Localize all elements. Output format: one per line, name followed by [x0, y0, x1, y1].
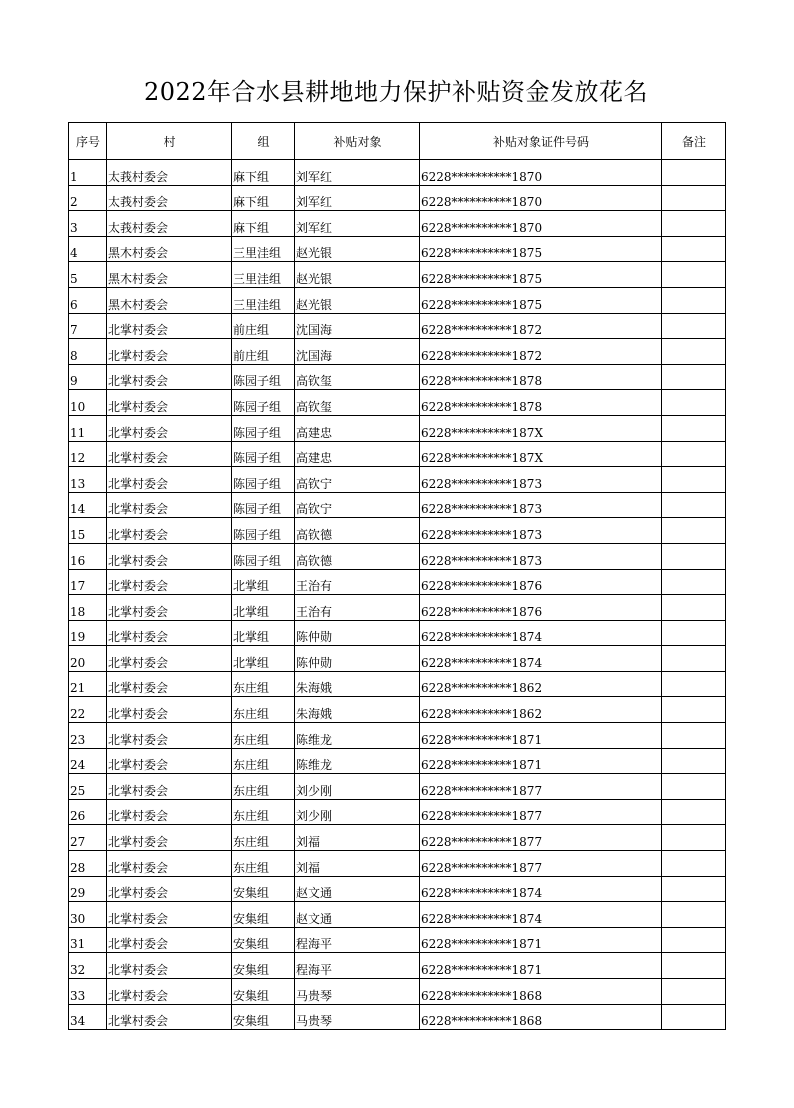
cell-village: 北掌村委会: [107, 774, 232, 800]
cell-note: [662, 441, 726, 467]
cell-village: 北掌村委会: [107, 415, 232, 441]
cell-note: [662, 595, 726, 621]
cell-recipient: 刘少刚: [295, 774, 420, 800]
cell-group: 陈园子组: [232, 492, 295, 518]
table-row: [69, 953, 726, 979]
table-row: [69, 876, 726, 902]
cell-note: [662, 262, 726, 288]
cell-village: 北掌村委会: [107, 646, 232, 672]
cell-village: 黑木村委会: [107, 287, 232, 313]
cell-id-number: 6228**********1875: [420, 262, 662, 288]
cell-group: 安集组: [232, 1004, 295, 1030]
header-id-number: 补贴对象证件号码: [420, 123, 662, 160]
cell-id-number: 6228**********1871: [420, 953, 662, 979]
table-row: [69, 390, 726, 416]
cell-group: 陈园子组: [232, 415, 295, 441]
cell-seq: 28: [69, 851, 107, 877]
cell-id-number: 6228**********1877: [420, 774, 662, 800]
cell-group: 麻下组: [232, 185, 295, 211]
table-row: [69, 492, 726, 518]
cell-village: 北掌村委会: [107, 467, 232, 493]
cell-seq: 16: [69, 543, 107, 569]
header-note: 备注: [662, 123, 726, 160]
cell-note: [662, 876, 726, 902]
cell-village: 太莪村委会: [107, 185, 232, 211]
cell-recipient: 陈仲勋: [295, 646, 420, 672]
cell-seq: 14: [69, 492, 107, 518]
cell-group: 北掌组: [232, 646, 295, 672]
cell-note: [662, 236, 726, 262]
cell-note: [662, 774, 726, 800]
cell-id-number: 6228**********1870: [420, 160, 662, 186]
cell-recipient: 赵光银: [295, 262, 420, 288]
cell-id-number: 6228**********1873: [420, 543, 662, 569]
cell-seq: 27: [69, 825, 107, 851]
cell-note: [662, 569, 726, 595]
cell-id-number: 6228**********1868: [420, 979, 662, 1005]
cell-note: [662, 697, 726, 723]
cell-recipient: 赵文通: [295, 902, 420, 928]
cell-note: [662, 902, 726, 928]
table-row: [69, 646, 726, 672]
page-title: 2022年合水县耕地地力保护补贴资金发放花名: [143, 78, 649, 106]
cell-village: 太莪村委会: [107, 211, 232, 237]
cell-village: 北掌村委会: [107, 748, 232, 774]
cell-recipient: 赵光银: [295, 236, 420, 262]
subsidy-roster-table: [68, 122, 726, 1030]
cell-note: [662, 723, 726, 749]
cell-recipient: 刘军红: [295, 160, 420, 186]
cell-note: [662, 415, 726, 441]
table-row: [69, 313, 726, 339]
cell-village: 北掌村委会: [107, 697, 232, 723]
cell-note: [662, 390, 726, 416]
cell-note: [662, 927, 726, 953]
cell-group: 前庄组: [232, 313, 295, 339]
header-recipient: 补贴对象: [295, 123, 420, 160]
cell-village: 北掌村委会: [107, 799, 232, 825]
cell-note: [662, 313, 726, 339]
cell-village: 北掌村委会: [107, 953, 232, 979]
cell-recipient: 高钦玺: [295, 364, 420, 390]
table-row: [69, 671, 726, 697]
cell-seq: 9: [69, 364, 107, 390]
table-row: [69, 927, 726, 953]
cell-recipient: 高钦宁: [295, 492, 420, 518]
table-row: [69, 595, 726, 621]
cell-group: 东庄组: [232, 723, 295, 749]
cell-seq: 8: [69, 339, 107, 365]
table-row: [69, 620, 726, 646]
table-row: [69, 518, 726, 544]
cell-recipient: 赵光银: [295, 287, 420, 313]
cell-note: [662, 160, 726, 186]
cell-id-number: 6228**********1877: [420, 851, 662, 877]
cell-id-number: 6228**********1873: [420, 492, 662, 518]
cell-village: 北掌村委会: [107, 339, 232, 365]
cell-group: 麻下组: [232, 211, 295, 237]
cell-village: 北掌村委会: [107, 543, 232, 569]
table-row: [69, 467, 726, 493]
table-row: [69, 697, 726, 723]
table-row: [69, 185, 726, 211]
cell-group: 东庄组: [232, 774, 295, 800]
table-row: [69, 902, 726, 928]
cell-village: 北掌村委会: [107, 979, 232, 1005]
cell-note: [662, 748, 726, 774]
cell-group: 前庄组: [232, 339, 295, 365]
table-row: [69, 979, 726, 1005]
cell-group: 北掌组: [232, 595, 295, 621]
cell-village: 北掌村委会: [107, 723, 232, 749]
cell-recipient: 程海平: [295, 927, 420, 953]
cell-seq: 23: [69, 723, 107, 749]
cell-id-number: 6228**********1873: [420, 467, 662, 493]
cell-village: 北掌村委会: [107, 595, 232, 621]
cell-seq: 5: [69, 262, 107, 288]
cell-recipient: 刘军红: [295, 185, 420, 211]
cell-seq: 15: [69, 518, 107, 544]
cell-seq: 1: [69, 160, 107, 186]
cell-seq: 6: [69, 287, 107, 313]
table-row: [69, 287, 726, 313]
cell-village: 北掌村委会: [107, 671, 232, 697]
cell-recipient: 刘福: [295, 851, 420, 877]
cell-village: 北掌村委会: [107, 851, 232, 877]
cell-village: 太莪村委会: [107, 160, 232, 186]
cell-note: [662, 185, 726, 211]
cell-note: [662, 518, 726, 544]
cell-recipient: 沈国海: [295, 313, 420, 339]
table-row: [69, 160, 726, 186]
table-row: [69, 262, 726, 288]
cell-id-number: 6228**********1870: [420, 185, 662, 211]
cell-seq: 21: [69, 671, 107, 697]
cell-id-number: 6228**********1874: [420, 902, 662, 928]
cell-recipient: 沈国海: [295, 339, 420, 365]
cell-seq: 30: [69, 902, 107, 928]
cell-group: 东庄组: [232, 799, 295, 825]
cell-id-number: 6228**********1874: [420, 646, 662, 672]
cell-id-number: 6228**********1877: [420, 825, 662, 851]
cell-id-number: 6228**********1873: [420, 518, 662, 544]
cell-seq: 19: [69, 620, 107, 646]
table-row: [69, 415, 726, 441]
table-row: [69, 748, 726, 774]
cell-group: 陈园子组: [232, 364, 295, 390]
cell-recipient: 刘福: [295, 825, 420, 851]
cell-village: 北掌村委会: [107, 876, 232, 902]
cell-id-number: 6228**********1875: [420, 236, 662, 262]
cell-seq: 33: [69, 979, 107, 1005]
cell-note: [662, 287, 726, 313]
cell-seq: 29: [69, 876, 107, 902]
table-row: [69, 851, 726, 877]
cell-id-number: 6228**********1871: [420, 748, 662, 774]
table-row: [69, 723, 726, 749]
cell-id-number: 6228**********1862: [420, 697, 662, 723]
cell-recipient: 王治有: [295, 595, 420, 621]
cell-id-number: 6228**********1862: [420, 671, 662, 697]
table-row: [69, 799, 726, 825]
cell-village: 北掌村委会: [107, 927, 232, 953]
cell-village: 北掌村委会: [107, 902, 232, 928]
cell-village: 北掌村委会: [107, 620, 232, 646]
cell-note: [662, 364, 726, 390]
cell-group: 安集组: [232, 927, 295, 953]
cell-group: 安集组: [232, 876, 295, 902]
cell-recipient: 高建忠: [295, 441, 420, 467]
table-row: [69, 364, 726, 390]
cell-group: 东庄组: [232, 671, 295, 697]
cell-village: 北掌村委会: [107, 364, 232, 390]
cell-note: [662, 825, 726, 851]
cell-id-number: 6228**********1878: [420, 390, 662, 416]
cell-id-number: 6228**********1870: [420, 211, 662, 237]
cell-recipient: 马贵琴: [295, 1004, 420, 1030]
cell-id-number: 6228**********187X: [420, 415, 662, 441]
cell-seq: 3: [69, 211, 107, 237]
cell-seq: 22: [69, 697, 107, 723]
table-row: [69, 236, 726, 262]
cell-id-number: 6228**********1877: [420, 799, 662, 825]
table-row: [69, 441, 726, 467]
header-row: [69, 123, 726, 160]
cell-recipient: 陈维龙: [295, 723, 420, 749]
cell-id-number: 6228**********1878: [420, 364, 662, 390]
cell-village: 黑木村委会: [107, 262, 232, 288]
cell-group: 东庄组: [232, 851, 295, 877]
cell-village: 北掌村委会: [107, 1004, 232, 1030]
cell-seq: 24: [69, 748, 107, 774]
cell-note: [662, 467, 726, 493]
cell-seq: 26: [69, 799, 107, 825]
table-row: [69, 569, 726, 595]
cell-recipient: 朱海娥: [295, 671, 420, 697]
cell-seq: 31: [69, 927, 107, 953]
cell-seq: 4: [69, 236, 107, 262]
cell-recipient: 陈维龙: [295, 748, 420, 774]
cell-group: 陈园子组: [232, 518, 295, 544]
cell-village: 北掌村委会: [107, 492, 232, 518]
cell-id-number: 6228**********1875: [420, 287, 662, 313]
cell-group: 麻下组: [232, 160, 295, 186]
cell-group: 东庄组: [232, 697, 295, 723]
cell-note: [662, 492, 726, 518]
cell-recipient: 刘少刚: [295, 799, 420, 825]
cell-note: [662, 979, 726, 1005]
table-row: [69, 774, 726, 800]
cell-recipient: 程海平: [295, 953, 420, 979]
cell-note: [662, 543, 726, 569]
cell-group: 三里洼组: [232, 236, 295, 262]
header-group: 组: [232, 123, 295, 160]
cell-group: 三里洼组: [232, 262, 295, 288]
cell-note: [662, 646, 726, 672]
cell-id-number: 6228**********1876: [420, 569, 662, 595]
cell-seq: 34: [69, 1004, 107, 1030]
cell-id-number: 6228**********1874: [420, 620, 662, 646]
cell-recipient: 王治有: [295, 569, 420, 595]
cell-recipient: 刘军红: [295, 211, 420, 237]
cell-note: [662, 339, 726, 365]
cell-seq: 12: [69, 441, 107, 467]
cell-seq: 18: [69, 595, 107, 621]
cell-recipient: 高钦德: [295, 518, 420, 544]
cell-id-number: 6228**********1871: [420, 927, 662, 953]
cell-village: 北掌村委会: [107, 825, 232, 851]
cell-seq: 7: [69, 313, 107, 339]
cell-group: 安集组: [232, 953, 295, 979]
cell-seq: 20: [69, 646, 107, 672]
cell-note: [662, 211, 726, 237]
cell-seq: 25: [69, 774, 107, 800]
cell-group: 北掌组: [232, 620, 295, 646]
cell-group: 安集组: [232, 902, 295, 928]
cell-recipient: 马贵琴: [295, 979, 420, 1005]
cell-group: 三里洼组: [232, 287, 295, 313]
cell-group: 安集组: [232, 979, 295, 1005]
table-body: [69, 160, 726, 1030]
cell-recipient: 朱海娥: [295, 697, 420, 723]
cell-village: 北掌村委会: [107, 569, 232, 595]
cell-group: 陈园子组: [232, 543, 295, 569]
cell-seq: 17: [69, 569, 107, 595]
cell-seq: 11: [69, 415, 107, 441]
cell-id-number: 6228**********1874: [420, 876, 662, 902]
cell-recipient: 陈仲勋: [295, 620, 420, 646]
cell-seq: 32: [69, 953, 107, 979]
cell-group: 陈园子组: [232, 467, 295, 493]
cell-village: 北掌村委会: [107, 313, 232, 339]
cell-seq: 2: [69, 185, 107, 211]
cell-recipient: 高建忠: [295, 415, 420, 441]
cell-note: [662, 1004, 726, 1030]
cell-id-number: 6228**********1871: [420, 723, 662, 749]
cell-group: 东庄组: [232, 748, 295, 774]
header-seq: 序号: [69, 123, 107, 160]
cell-recipient: 赵文通: [295, 876, 420, 902]
table-row: [69, 211, 726, 237]
cell-id-number: 6228**********187X: [420, 441, 662, 467]
cell-note: [662, 851, 726, 877]
cell-village: 黑木村委会: [107, 236, 232, 262]
cell-note: [662, 620, 726, 646]
cell-recipient: 高钦德: [295, 543, 420, 569]
cell-seq: 10: [69, 390, 107, 416]
cell-id-number: 6228**********1868: [420, 1004, 662, 1030]
cell-recipient: 高钦宁: [295, 467, 420, 493]
cell-group: 陈园子组: [232, 390, 295, 416]
cell-id-number: 6228**********1872: [420, 313, 662, 339]
cell-village: 北掌村委会: [107, 518, 232, 544]
header-village: 村: [107, 123, 232, 160]
cell-note: [662, 953, 726, 979]
cell-id-number: 6228**********1872: [420, 339, 662, 365]
table-row: [69, 825, 726, 851]
cell-note: [662, 671, 726, 697]
cell-group: 陈园子组: [232, 441, 295, 467]
cell-village: 北掌村委会: [107, 390, 232, 416]
cell-village: 北掌村委会: [107, 441, 232, 467]
table-row: [69, 1004, 726, 1030]
cell-recipient: 高钦玺: [295, 390, 420, 416]
table-row: [69, 339, 726, 365]
table-row: [69, 543, 726, 569]
cell-group: 北掌组: [232, 569, 295, 595]
cell-group: 东庄组: [232, 825, 295, 851]
cell-seq: 13: [69, 467, 107, 493]
cell-id-number: 6228**********1876: [420, 595, 662, 621]
cell-note: [662, 799, 726, 825]
